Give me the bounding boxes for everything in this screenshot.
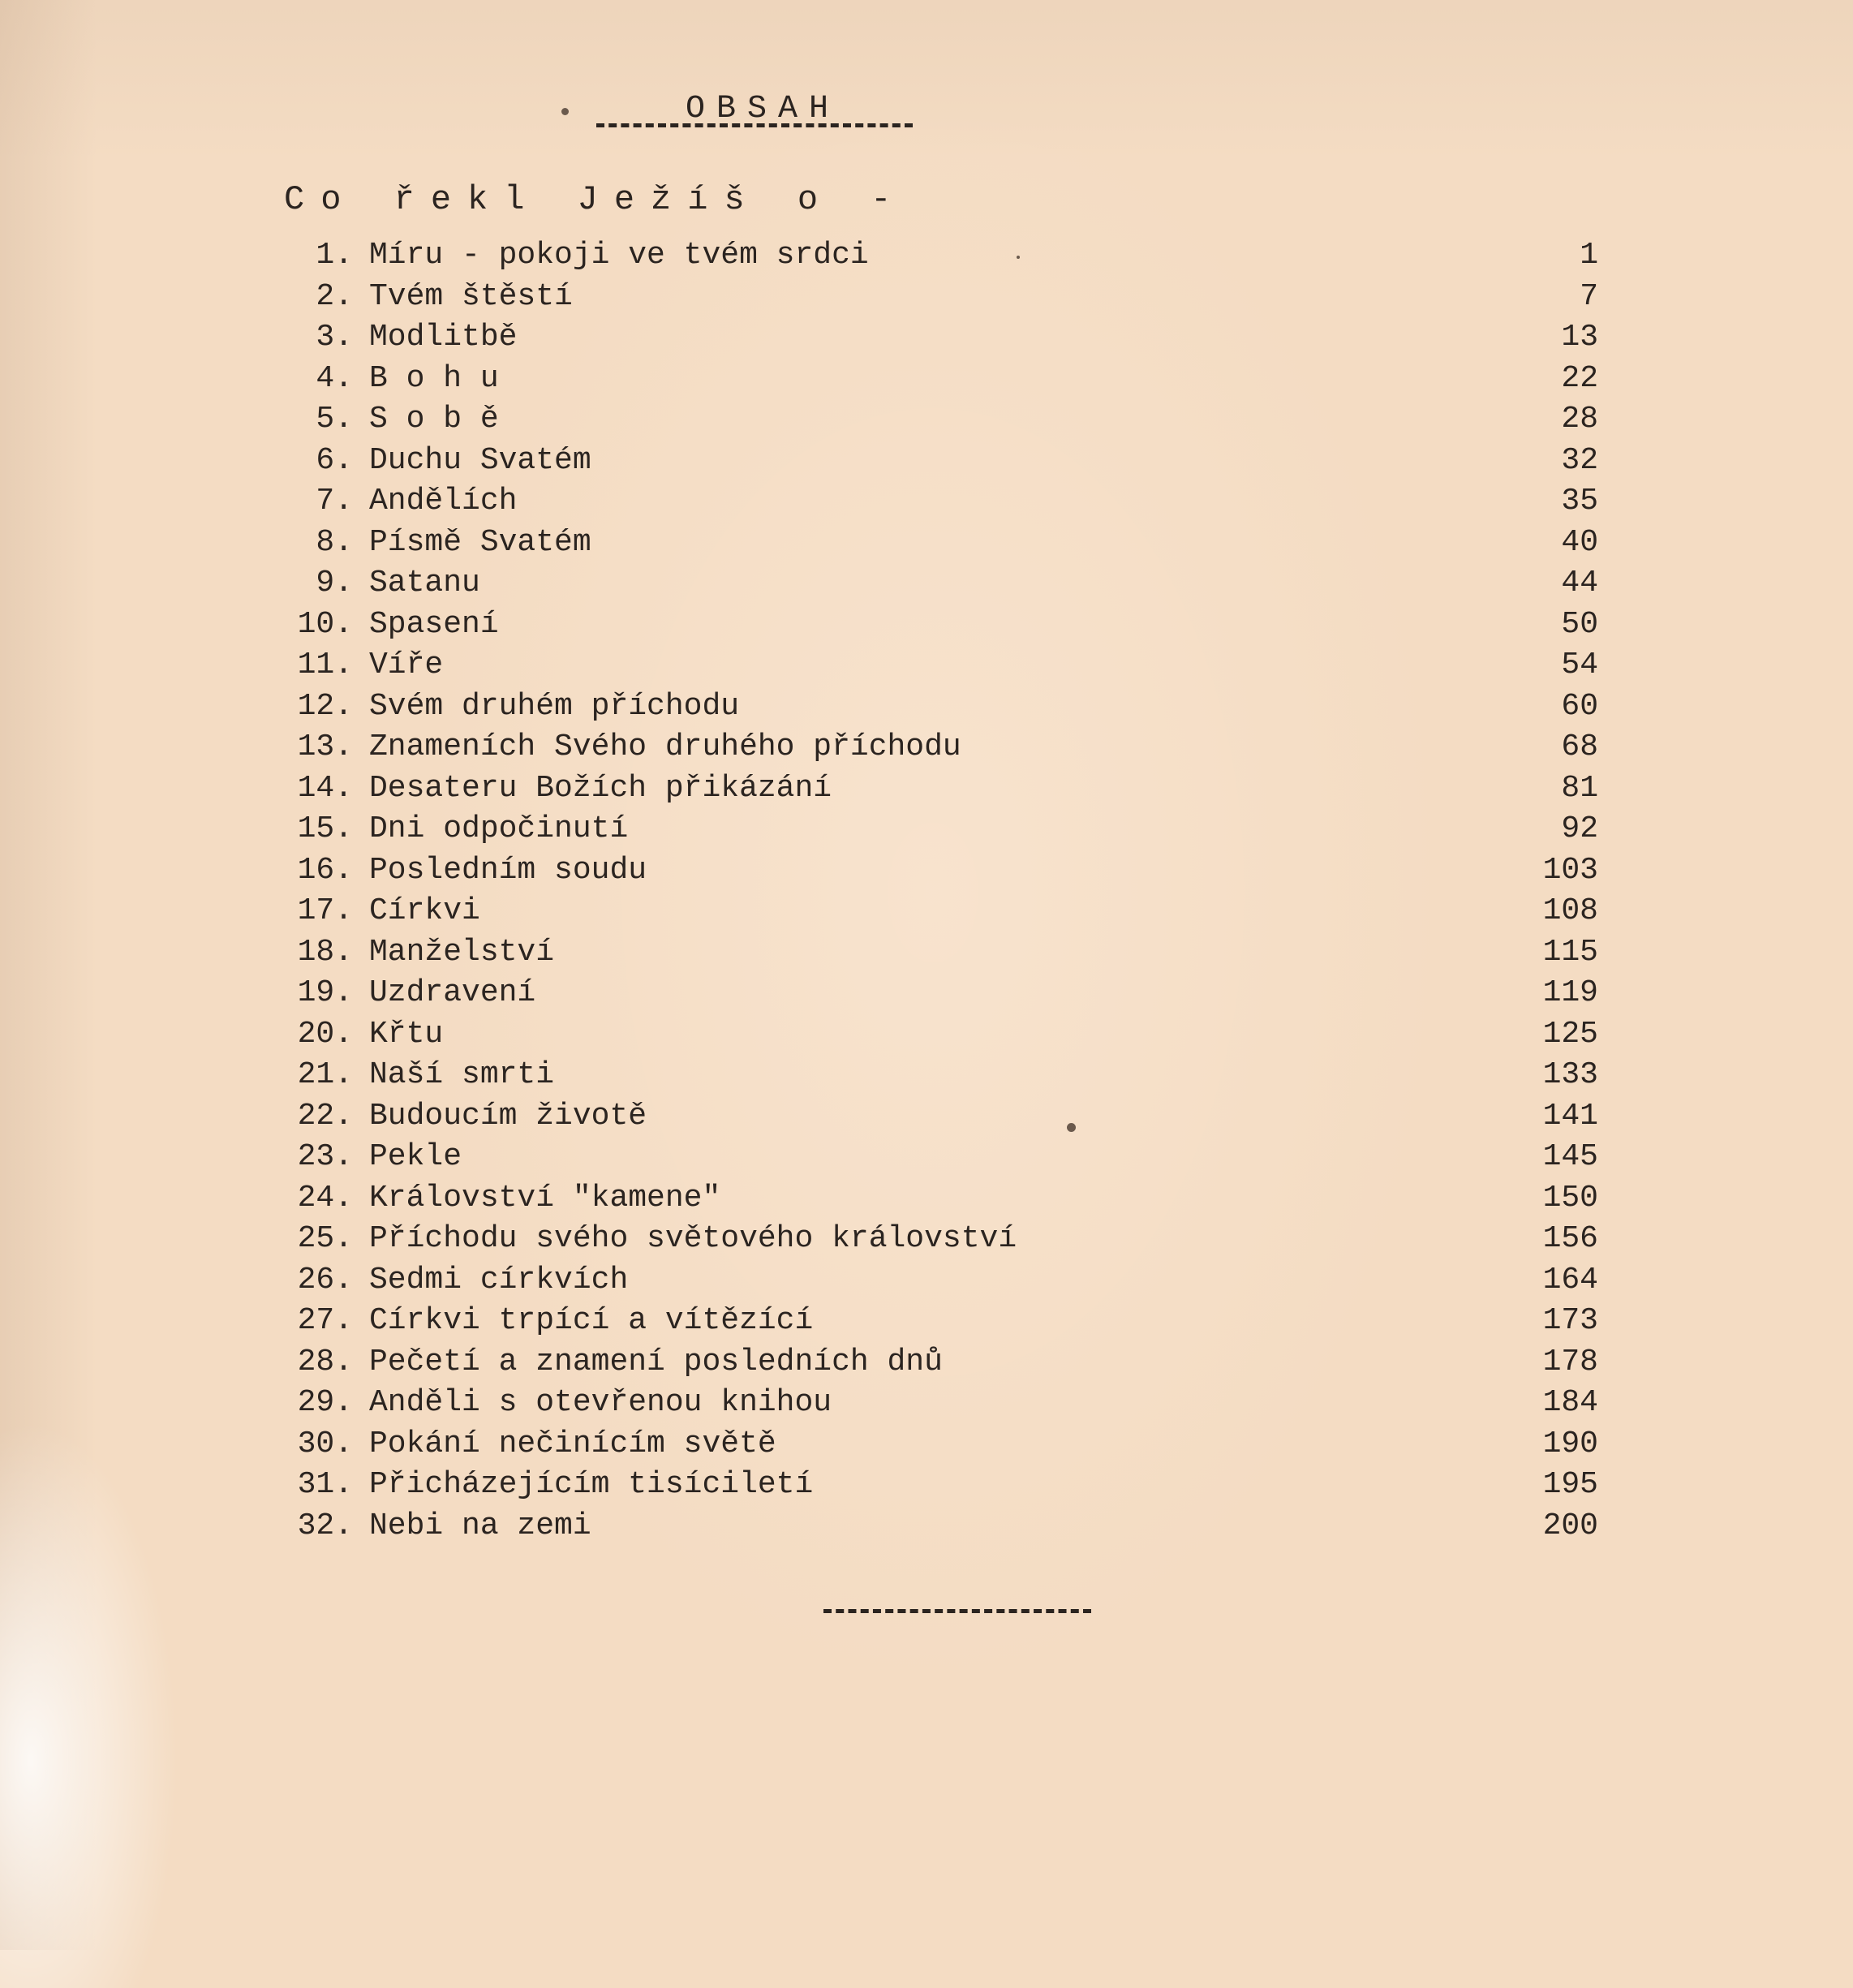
toc-entry-title: Anděli s otevřenou knihou bbox=[369, 1385, 832, 1420]
toc-entry-page: 164 bbox=[1542, 1262, 1598, 1297]
toc-entry-number: 14. bbox=[297, 770, 353, 806]
toc-entry-number: 6. bbox=[316, 442, 353, 478]
toc-entry-title: Tvém štěstí bbox=[369, 278, 573, 314]
toc-entry-title: Míru - pokoji ve tvém srdci bbox=[369, 238, 869, 273]
toc-entry-number: 4. bbox=[316, 360, 353, 396]
toc-entry-page: 141 bbox=[1542, 1098, 1598, 1134]
toc-entry-page: 125 bbox=[1542, 1016, 1598, 1052]
toc-entry-number: 8. bbox=[316, 524, 353, 560]
toc-row bbox=[276, 1096, 1598, 1138]
toc-row bbox=[276, 1260, 1598, 1302]
toc-row bbox=[276, 809, 1598, 850]
toc-entry-page: 119 bbox=[1542, 975, 1598, 1010]
toc-entry-page: 108 bbox=[1542, 893, 1598, 928]
toc-row bbox=[276, 523, 1598, 564]
toc-entry-title: B o h u bbox=[369, 360, 499, 396]
toc-entry-page: 133 bbox=[1542, 1057, 1598, 1092]
toc-row bbox=[276, 563, 1598, 605]
toc-entry-title: Budoucím životě bbox=[369, 1098, 647, 1134]
toc-entry-number: 5. bbox=[316, 402, 353, 437]
toc-row bbox=[276, 1178, 1598, 1220]
toc-row bbox=[276, 891, 1598, 932]
toc-entry-page: 145 bbox=[1542, 1139, 1598, 1174]
toc-entry-title: Církvi trpící a vítězící bbox=[369, 1303, 814, 1338]
toc-entry-number: 27. bbox=[297, 1303, 353, 1338]
toc-entry-number: 7. bbox=[316, 484, 353, 519]
toc-entry-title: Pokání nečinícím světě bbox=[369, 1426, 776, 1461]
toc-entry-title: Posledním soudu bbox=[369, 852, 647, 888]
toc-entry-page: 44 bbox=[1561, 566, 1598, 600]
toc-entry-number: 32. bbox=[297, 1508, 353, 1543]
toc-entry-number: 30. bbox=[297, 1426, 353, 1461]
toc-heading: OBSAH bbox=[685, 91, 841, 127]
toc-entry-page: 173 bbox=[1542, 1303, 1598, 1338]
toc-entry-title: Království "kamene" bbox=[369, 1180, 721, 1216]
toc-entry-title: Spasení bbox=[369, 606, 499, 642]
toc-entry-number: 18. bbox=[297, 934, 353, 970]
toc-row bbox=[276, 277, 1598, 318]
toc-entry-page: 7 bbox=[1580, 278, 1598, 314]
toc-entry-title: Písmě Svatém bbox=[369, 524, 591, 560]
toc-row bbox=[276, 317, 1598, 359]
toc-entry-number: 9. bbox=[316, 566, 353, 600]
toc-entry-number: 31. bbox=[297, 1467, 353, 1502]
toc-row bbox=[276, 1219, 1598, 1260]
toc-entry-page: 184 bbox=[1542, 1385, 1598, 1420]
toc-entry-page: 92 bbox=[1561, 811, 1598, 846]
toc-row bbox=[276, 235, 1598, 277]
toc-entry-title: Znameních Svého druhého příchodu bbox=[369, 729, 961, 764]
toc-entry-number: 13. bbox=[297, 729, 353, 764]
toc-entry-title: Víře bbox=[369, 648, 444, 682]
toc-entry-title: Satanu bbox=[369, 566, 480, 600]
toc-entry-page: 54 bbox=[1561, 648, 1598, 682]
toc-entry-number: 21. bbox=[297, 1057, 353, 1092]
toc-entry-page: 178 bbox=[1542, 1344, 1598, 1379]
toc-row bbox=[276, 1055, 1598, 1096]
toc-entry-title: Pečetí a znamení posledních dnů bbox=[369, 1344, 943, 1379]
toc-row bbox=[276, 850, 1598, 892]
toc-row bbox=[276, 1465, 1598, 1506]
toc-entry-number: 20. bbox=[297, 1016, 353, 1052]
toc-row bbox=[276, 932, 1598, 974]
toc-row bbox=[276, 399, 1598, 441]
toc-entry-title: Církvi bbox=[369, 893, 480, 928]
toc-entry-page: 28 bbox=[1561, 402, 1598, 437]
toc-entry-page: 32 bbox=[1561, 442, 1598, 478]
table-of-contents bbox=[276, 235, 1598, 1547]
toc-entry-number: 26. bbox=[297, 1262, 353, 1297]
toc-row bbox=[276, 605, 1598, 646]
toc-entry-number: 16. bbox=[297, 852, 353, 888]
toc-entry-number: 1. bbox=[316, 238, 353, 273]
toc-entry-title: Svém druhém příchodu bbox=[369, 688, 740, 724]
toc-entry-title: Desateru Božích přikázání bbox=[369, 770, 832, 806]
toc-entry-title: Uzdravení bbox=[369, 975, 536, 1010]
toc-entry-title: Pekle bbox=[369, 1139, 462, 1174]
toc-entry-page: 195 bbox=[1542, 1467, 1598, 1502]
toc-entry-title: Andělích bbox=[369, 484, 518, 519]
toc-entry-page: 50 bbox=[1561, 606, 1598, 642]
toc-entry-number: 11. bbox=[297, 648, 353, 682]
toc-entry-page: 68 bbox=[1561, 729, 1598, 764]
toc-entry-number: 15. bbox=[297, 811, 353, 846]
toc-entry-page: 81 bbox=[1561, 770, 1598, 806]
toc-row bbox=[276, 359, 1598, 400]
toc-entry-title: Křtu bbox=[369, 1016, 444, 1052]
toc-entry-page: 40 bbox=[1561, 524, 1598, 560]
toc-entry-page: 60 bbox=[1561, 688, 1598, 724]
toc-entry-number: 23. bbox=[297, 1139, 353, 1174]
toc-entry-title: Manželství bbox=[369, 934, 555, 970]
toc-entry-number: 3. bbox=[316, 320, 353, 355]
toc-entry-title: Sedmi církvích bbox=[369, 1262, 629, 1297]
toc-row bbox=[276, 686, 1598, 728]
toc-entry-title: Přicházejícím tisíciletí bbox=[369, 1467, 814, 1502]
toc-row bbox=[276, 973, 1598, 1014]
toc-row bbox=[276, 727, 1598, 768]
toc-entry-number: 10. bbox=[297, 606, 353, 642]
toc-row bbox=[276, 1383, 1598, 1424]
toc-entry-title: Modlitbě bbox=[369, 320, 518, 355]
toc-entry-page: 156 bbox=[1542, 1221, 1598, 1256]
toc-entry-number: 17. bbox=[297, 893, 353, 928]
toc-entry-number: 12. bbox=[297, 688, 353, 724]
toc-entry-title: Příchodu svého světového království bbox=[369, 1221, 1017, 1256]
toc-row bbox=[276, 1506, 1598, 1547]
toc-entry-number: 24. bbox=[297, 1180, 353, 1216]
toc-entry-page: 13 bbox=[1561, 320, 1598, 355]
toc-entry-title: Duchu Svatém bbox=[369, 442, 591, 478]
toc-row bbox=[276, 1137, 1598, 1178]
toc-row bbox=[276, 1301, 1598, 1342]
toc-entry-title: S o b ě bbox=[369, 402, 499, 437]
toc-entry-page: 150 bbox=[1542, 1180, 1598, 1216]
toc-entry-number: 29. bbox=[297, 1385, 353, 1420]
toc-row bbox=[276, 645, 1598, 686]
toc-entry-page: 200 bbox=[1542, 1508, 1598, 1543]
heading-underline bbox=[596, 123, 913, 127]
toc-entry-number: 28. bbox=[297, 1344, 353, 1379]
toc-entry-page: 22 bbox=[1561, 360, 1598, 396]
toc-entry-page: 1 bbox=[1580, 238, 1598, 273]
toc-row bbox=[276, 481, 1598, 523]
toc-row bbox=[276, 1014, 1598, 1056]
toc-entry-page: 35 bbox=[1561, 484, 1598, 519]
toc-entry-number: 2. bbox=[316, 278, 353, 314]
toc-row bbox=[276, 1424, 1598, 1465]
toc-entry-number: 25. bbox=[297, 1221, 353, 1256]
closing-dash-line bbox=[823, 1609, 1091, 1613]
toc-entry-title: Nebi na zemi bbox=[369, 1508, 591, 1543]
toc-subtitle: Co řekl Ježíš o - bbox=[284, 180, 908, 219]
toc-row bbox=[276, 1342, 1598, 1383]
toc-row bbox=[276, 768, 1598, 810]
toc-entry-title: Naší smrti bbox=[369, 1057, 555, 1092]
toc-entry-page: 115 bbox=[1542, 934, 1598, 970]
toc-row bbox=[276, 441, 1598, 482]
toc-entry-page: 103 bbox=[1542, 852, 1598, 888]
toc-entry-number: 19. bbox=[297, 975, 353, 1010]
toc-entry-number: 22. bbox=[297, 1098, 353, 1134]
toc-entry-title: Dni odpočinutí bbox=[369, 811, 629, 846]
toc-entry-page: 190 bbox=[1542, 1426, 1598, 1461]
